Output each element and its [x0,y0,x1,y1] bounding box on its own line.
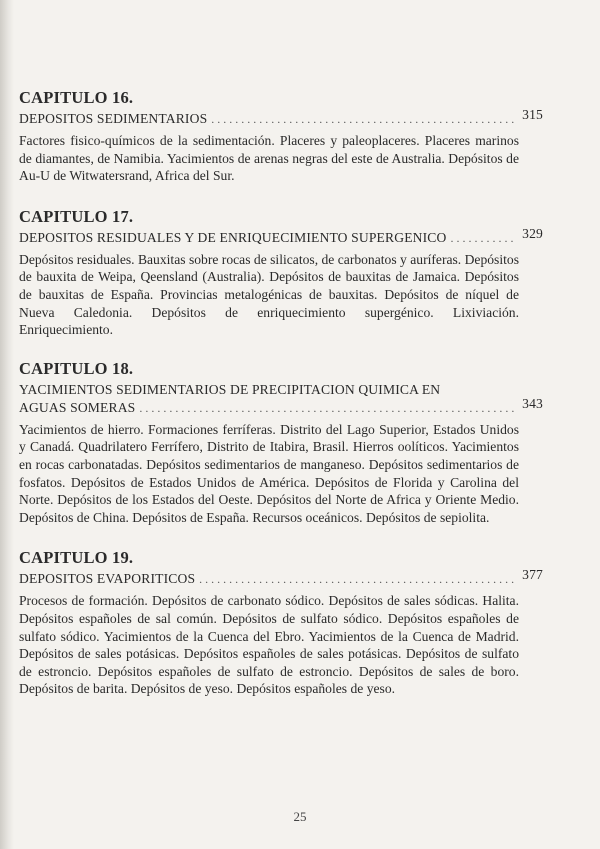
dot-leader [450,229,517,247]
page-number: 377 [522,567,543,583]
chapter-title: CAPITULO 19. [19,548,134,568]
chapter-entry-16 [19,88,543,185]
chapter-heading: AGUAS SOMERAS [19,399,136,415]
chapter-title: CAPITULO 16. [19,88,134,107]
toc-line [19,567,543,588]
chapter-title: CAPITULO 18. [19,358,134,378]
dot-leader [139,399,517,417]
toc-line [19,395,543,417]
page-number: 315 [522,107,543,122]
chapter-heading: DEPOSITOS RESIDUALES Y DE ENRIQUECIMIENTO SUPERGENICO [19,229,447,245]
chapter-heading: DEPOSITOS SEDIMENTARIOS [19,111,208,126]
chapter-entry-19 [19,548,543,698]
chapter-summary: Procesos de formación. Depósitos de carbonato sódico. Depósitos de sales sódicas. Halita. Depósitos españoles de sal común. Depósitos de sulfato sódico. Depósitos españoles de sulfato sódico. Yacimientos de la Cuenca del Ebro. Yacimientos de la Cuenca de Madrid. Depósitos de sales potásicas. Depósitos españoles de sales potásicas. Depósitos de sulfato de estroncio. Depósitos españoles de sulfato de estroncio. Depósitos de sales de boro. Depósitos de barita. Depósitos de yeso. Depósitos españoles de yeso. [19,593,519,697]
page-number: 343 [522,395,543,411]
toc-line [19,107,543,128]
chapter-title: CAPITULO 17. [19,206,134,226]
chapter-heading-line-1: YACIMIENTOS SEDIMENTARIOS DE PRECIPITACION QUIMICA EN [19,381,441,397]
chapter-entry-17 [19,207,543,339]
page-number: 329 [522,225,543,241]
dot-leader [211,110,517,128]
scan-shadow-edge [0,0,14,849]
chapter-summary: Yacimientos de hierro. Formaciones ferríferas. Distrito del Lago Superior, Estados Unidos y Canadá. Quadrilatero Ferrífero, Distrito de Itabira, Brasil. Hierros oolíticos. Yacimientos en rocas carbonatadas. Depósitos sedimentarios de manganeso. Depósitos sedimentarios de fosfatos. Depósitos de Estados Unidos de América. Depósitos de Florida y Carolina del Norte. Depósitos de los Estados del Oeste. Depósitos del Norte de Africa y Oriente Medio. Depósitos de China. Depósitos de España. Recursos oceánicos. Depósitos de sepiolita. [19,421,519,525]
dot-leader [199,570,517,588]
table-of-contents [19,88,543,718]
page-folio-number: 25 [293,809,307,824]
chapter-summary: Depósitos residuales. Bauxitas sobre rocas de silicatos, de carbonatos y auríferas. Depósitos de bauxita de Weipa, Qeensland (Australia). Depósitos de bauxitas de Jamaica. Depósitos de bauxitas de España. Provincias metalogénicas de bauxitas. Depósitos de níquel de Nueva Caledonia. Depósitos de enriquecimiento supergénico. Lixiviación. Enriquecimiento. [19,251,519,338]
chapter-summary: Factores fisico-químicos de la sedimentación. Placeres y paleoplaceres. Placeres marinos de diamantes, de Namibia. Yacimientos de arenas negras del este de Australia. Depósitos de Au-U de Witwatersrand, Africa del Sur. [19,133,519,184]
chapter-heading: DEPOSITOS EVAPORITICOS [19,571,196,587]
toc-line [19,225,543,247]
chapter-entry-18 [19,359,543,527]
